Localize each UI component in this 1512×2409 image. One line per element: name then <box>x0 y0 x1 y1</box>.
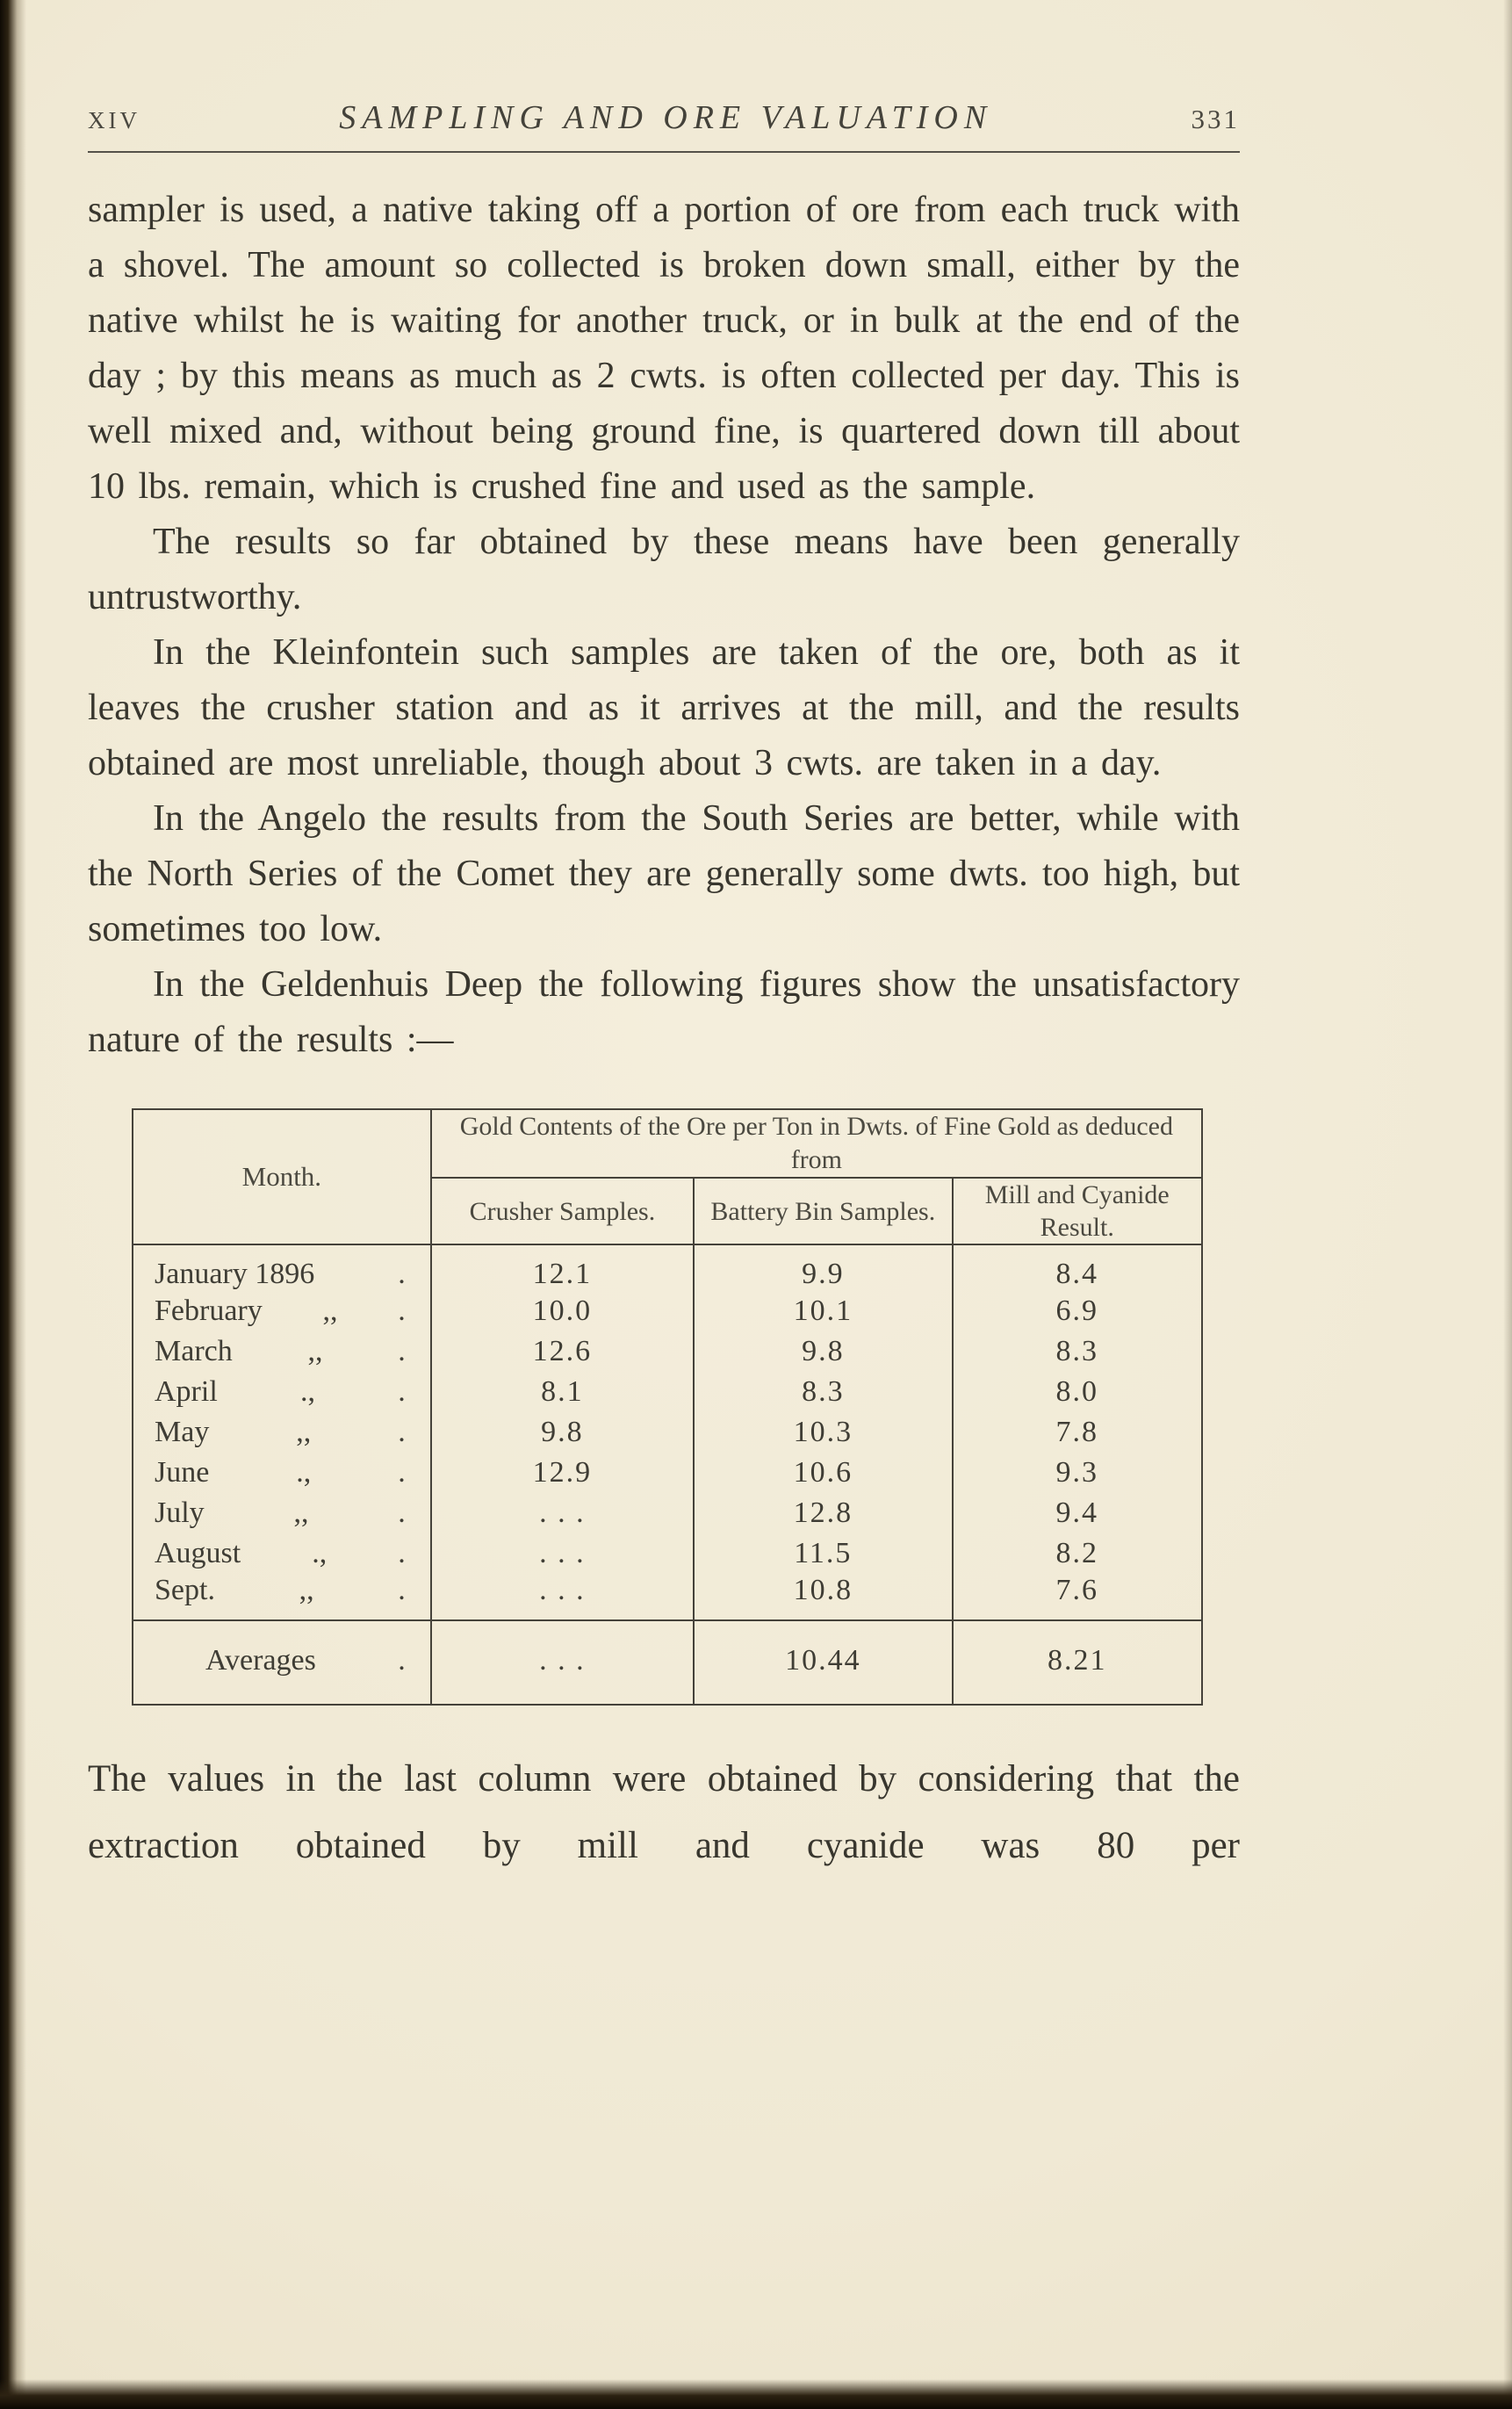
month-cell <box>133 1258 430 1291</box>
crusher-value: 10.0 <box>431 1291 694 1331</box>
table-row <box>133 1244 1202 1291</box>
table-row <box>133 1331 1202 1372</box>
page-number: 331 <box>1191 104 1240 134</box>
table-row <box>133 1291 1202 1331</box>
row-dot: . <box>398 1497 406 1529</box>
chapter-number: XIV <box>88 107 140 133</box>
month-name: January 1896 <box>155 1258 315 1290</box>
battery-average: 10.44 <box>694 1620 952 1705</box>
averages-label: Averages <box>205 1644 316 1677</box>
row-dot: . <box>398 1375 406 1408</box>
month-name: March <box>155 1335 233 1367</box>
battery-value: 11.5 <box>694 1533 952 1574</box>
paragraph: sampler is used, a native taking off a portion of ore from each truck with a shovel. The amount so collected is broken down small, either by the native whilst he is waiting for another truck, or in bulk at the end of the day ; by this means as much as 2 cwts. is often collected per day. This is well mixed and, without being ground fine, is quartered down till about 10 lbs. remain, which is crushed fine and used as the sample. <box>88 190 1240 507</box>
span-header-cell: Gold Contents of the Ore per Ton in Dwts. of Fine Gold as deduced from <box>431 1109 1202 1178</box>
month-cell <box>133 1537 430 1570</box>
ditto-mark: ,, <box>307 1335 323 1367</box>
battery-value: 9.9 <box>694 1244 952 1291</box>
crusher-value: . . . <box>431 1574 694 1620</box>
month-cell <box>133 1295 430 1328</box>
crusher-value: . . . <box>431 1533 694 1574</box>
row-dot: . <box>398 1416 406 1448</box>
ditto-mark: ., <box>312 1537 328 1569</box>
battery-value: 10.3 <box>694 1412 952 1453</box>
paragraph: In the Angelo the results from the South Series are better, while with the North Series of the Comet they are generally some dwts. too high, but sometimes too low. <box>88 798 1240 949</box>
table-row <box>133 1574 1202 1620</box>
row-dot: . <box>398 1537 406 1569</box>
table-row <box>133 1453 1202 1493</box>
paragraph: The results so far obtained by these means have been generally untrustworthy. <box>88 522 1240 617</box>
row-dot: . <box>398 1456 406 1489</box>
body-text <box>88 183 1240 1068</box>
row-dot: . <box>398 1295 406 1327</box>
row-dot: . <box>398 1574 406 1606</box>
mill-value: 8.4 <box>953 1244 1202 1291</box>
month-name: Sept. <box>155 1574 215 1606</box>
month-cell <box>133 1335 430 1368</box>
battery-value: 10.6 <box>694 1453 952 1493</box>
battery-value: 8.3 <box>694 1372 952 1412</box>
crusher-value: 9.8 <box>431 1412 694 1453</box>
table-row <box>133 1533 1202 1574</box>
page-content <box>88 0 1240 1917</box>
mill-value: 9.4 <box>953 1493 1202 1533</box>
ditto-mark: ., <box>299 1375 315 1408</box>
page-bottom-shadow <box>0 2379 1512 2409</box>
paragraph: In the Geldenhuis Deep the following figures show the unsatisfactory nature of the results :— <box>88 964 1240 1060</box>
table-row <box>133 1372 1202 1412</box>
header-rule <box>88 151 1240 153</box>
column-header-mill: Mill and Cyanide Result. <box>953 1178 1202 1244</box>
month-name: June <box>155 1456 210 1489</box>
month-name: August <box>155 1537 241 1569</box>
mill-value: 8.2 <box>953 1533 1202 1574</box>
mill-value: 8.0 <box>953 1372 1202 1412</box>
row-dot: . <box>398 1335 406 1367</box>
month-name: April <box>155 1375 218 1408</box>
ditto-mark: ,, <box>293 1497 309 1529</box>
month-name: July <box>155 1497 205 1529</box>
crusher-value: 12.1 <box>431 1244 694 1291</box>
battery-value: 10.8 <box>694 1574 952 1620</box>
mill-value: 8.3 <box>953 1331 1202 1372</box>
running-title: SAMPLING AND ORE VALUATION <box>339 99 993 136</box>
crusher-value: . . . <box>431 1493 694 1533</box>
averages-row <box>133 1620 1202 1705</box>
row-dot: . <box>398 1644 406 1677</box>
month-cell <box>133 1375 430 1409</box>
month-cell <box>133 1497 430 1530</box>
table-row <box>133 1412 1202 1453</box>
month-name: May <box>155 1416 210 1448</box>
ditto-mark: ,, <box>299 1574 314 1606</box>
month-name: February <box>155 1295 263 1327</box>
column-header-battery: Battery Bin Samples. <box>694 1178 952 1244</box>
month-cell <box>133 1416 430 1449</box>
battery-value: 10.1 <box>694 1291 952 1331</box>
crusher-value: 12.9 <box>431 1453 694 1493</box>
mill-value: 6.9 <box>953 1291 1202 1331</box>
crusher-value: 8.1 <box>431 1372 694 1412</box>
averages-label-cell <box>133 1644 430 1677</box>
table-row <box>133 1493 1202 1533</box>
row-dot: . <box>398 1258 406 1290</box>
results-table-wrap <box>132 1108 1203 1706</box>
results-table <box>132 1108 1203 1706</box>
ditto-mark: ., <box>296 1456 312 1489</box>
mill-value: 7.8 <box>953 1412 1202 1453</box>
page-right-shadow <box>1503 0 1512 2409</box>
paragraph: In the Kleinfontein such samples are taken of the ore, both as it leaves the crusher station and as it arrives at the mill, and the results obtained are most unreliable, though about 3 cwts. are taken in a day. <box>88 632 1240 783</box>
battery-value: 12.8 <box>694 1493 952 1533</box>
book-binding-shadow <box>0 0 26 2409</box>
month-cell <box>133 1574 430 1607</box>
page-header <box>88 98 1240 137</box>
closing-paragraph: The values in the last column were obtained by considering that the extraction obtained by mill and cyanide was 80 per <box>88 1758 1240 1866</box>
battery-value: 9.8 <box>694 1331 952 1372</box>
column-header-crusher: Crusher Samples. <box>431 1178 694 1244</box>
ditto-mark: ,, <box>296 1416 312 1448</box>
mill-value: 9.3 <box>953 1453 1202 1493</box>
ditto-mark: ,, <box>322 1295 338 1327</box>
mill-average: 8.21 <box>953 1620 1202 1705</box>
crusher-average: . . . <box>431 1620 694 1705</box>
month-header-cell: Month. <box>133 1109 431 1244</box>
month-cell <box>133 1456 430 1489</box>
crusher-value: 12.6 <box>431 1331 694 1372</box>
mill-value: 7.6 <box>953 1574 1202 1620</box>
